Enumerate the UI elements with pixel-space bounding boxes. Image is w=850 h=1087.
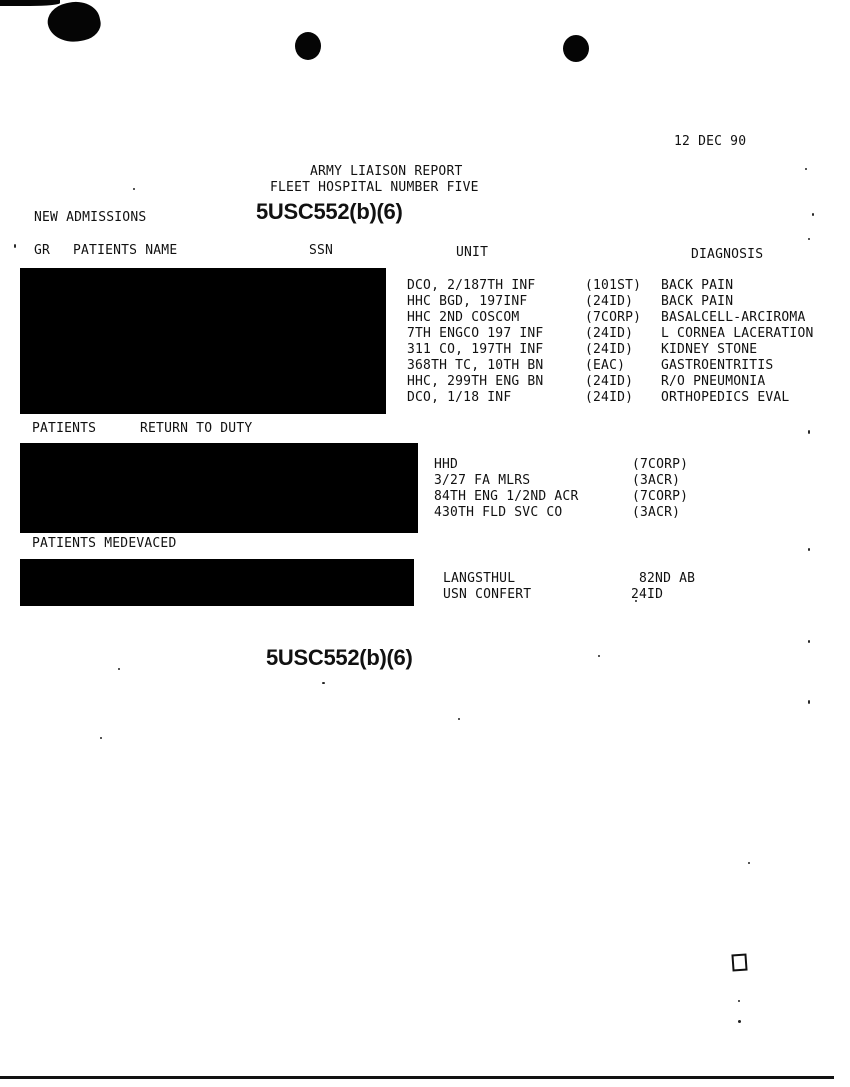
speck: [808, 238, 810, 240]
unit-cell: HHC 2ND COSCOM: [407, 310, 520, 325]
speck: [808, 640, 810, 643]
unit-cell: HHC, 299TH ENG BN: [407, 374, 544, 389]
unit-cell: 7TH ENGCO 197 INF: [407, 326, 544, 341]
table-row: [407, 294, 814, 310]
ink-blot: [0, 0, 60, 6]
command-cell: (7CORP): [632, 489, 689, 504]
diagnosis-cell: R/O PNEUMONIA: [661, 374, 766, 389]
speck: [738, 1020, 741, 1023]
command-cell: (EAC): [585, 358, 626, 373]
unit-cell: 311 CO, 197TH INF: [407, 342, 544, 357]
redaction-block: [20, 443, 418, 533]
table-row: [407, 358, 814, 374]
column-header-gr: GR: [34, 243, 51, 258]
column-header-diagnosis: DIAGNOSIS: [691, 247, 764, 262]
table-row: [434, 489, 688, 505]
table-row: [407, 374, 814, 390]
diagnosis-cell: BACK PAIN: [661, 278, 734, 293]
speck: [458, 718, 460, 720]
return-to-duty-table: [434, 457, 688, 521]
diagnosis-cell: ORTHOPEDICS EVAL: [661, 390, 790, 405]
command-cell: (24ID): [585, 294, 634, 309]
section-heading-medevaced: PATIENTS MEDEVACED: [32, 536, 177, 551]
unit-cell: LANGSTHUL: [443, 571, 516, 586]
command-cell: 24ID: [631, 587, 664, 602]
page-bottom-rule: [0, 1076, 834, 1079]
unit-cell: HHD: [434, 457, 459, 472]
table-row: [443, 587, 695, 603]
table-row: [434, 505, 688, 521]
punch-hole: [295, 32, 321, 60]
checkbox-mark: [731, 953, 747, 971]
speck: [805, 168, 807, 170]
command-cell: (3ACR): [632, 473, 681, 488]
section-heading-return-to-duty: RETURN TO DUTY: [140, 421, 253, 436]
exemption-stamp-lower: 5USC552(b)(6): [266, 645, 413, 670]
unit-cell: 3/27 FA MLRS: [434, 473, 531, 488]
unit-cell: 368TH TC, 10TH BN: [407, 358, 544, 373]
unit-cell: HHC BGD, 197INF: [407, 294, 528, 309]
speck: [738, 1000, 740, 1002]
unit-cell: USN CONFERT: [443, 587, 532, 602]
command-cell: (24ID): [585, 374, 634, 389]
diagnosis-cell: L CORNEA LACERATION: [661, 326, 814, 341]
ink-blot: [44, 0, 103, 47]
command-cell: (24ID): [585, 390, 634, 405]
table-row: [407, 390, 814, 406]
speck: [14, 244, 16, 248]
diagnosis-cell: GASTROENTRITIS: [661, 358, 774, 373]
command-cell: (24ID): [585, 342, 634, 357]
report-subtitle: FLEET HOSPITAL NUMBER FIVE: [270, 180, 479, 195]
command-cell: 82ND AB: [639, 571, 696, 586]
speck: [808, 548, 810, 551]
command-cell: (7CORP): [585, 310, 642, 325]
table-row: [407, 326, 814, 342]
command-cell: (7CORP): [632, 457, 689, 472]
punch-hole: [563, 35, 589, 62]
medevaced-table: [443, 571, 695, 603]
section-heading-new-admissions: NEW ADMISSIONS: [34, 210, 147, 225]
redaction-block: [20, 559, 414, 606]
table-row: [407, 310, 814, 326]
speck: [598, 655, 600, 657]
unit-cell: 84TH ENG 1/2ND ACR: [434, 489, 579, 504]
section-heading-patients: PATIENTS: [32, 421, 97, 436]
diagnosis-cell: BACK PAIN: [661, 294, 734, 309]
unit-cell: DCO, 2/187TH INF: [407, 278, 536, 293]
command-cell: (101ST): [585, 278, 642, 293]
speck: [322, 682, 325, 684]
speck: [808, 700, 810, 704]
diagnosis-cell: KIDNEY STONE: [661, 342, 758, 357]
report-date: 12 DEC 90: [674, 134, 747, 149]
speck: [812, 213, 814, 216]
speck: [808, 430, 810, 434]
admissions-table: [407, 278, 814, 406]
table-row: [443, 571, 695, 587]
command-cell: (24ID): [585, 326, 634, 341]
redaction-block: [20, 268, 386, 414]
column-header-ssn: SSN: [309, 243, 334, 258]
exemption-stamp: 5USC552(b)(6): [256, 199, 403, 224]
diagnosis-cell: BASALCELL-ARCIROMA: [661, 310, 806, 325]
table-row: [407, 278, 814, 294]
speck: [118, 668, 120, 670]
command-cell: (3ACR): [632, 505, 681, 520]
table-row: [434, 457, 688, 473]
unit-cell: DCO, 1/18 INF: [407, 390, 512, 405]
column-header-patients-name: PATIENTS NAME: [73, 243, 178, 258]
unit-cell: 430TH FLD SVC CO: [434, 505, 563, 520]
table-row: [407, 342, 814, 358]
speck: [133, 188, 135, 190]
speck: [748, 862, 750, 864]
speck: [100, 737, 102, 739]
column-header-unit: UNIT: [456, 245, 489, 260]
table-row: [434, 473, 688, 489]
report-title: ARMY LIAISON REPORT: [310, 164, 463, 179]
